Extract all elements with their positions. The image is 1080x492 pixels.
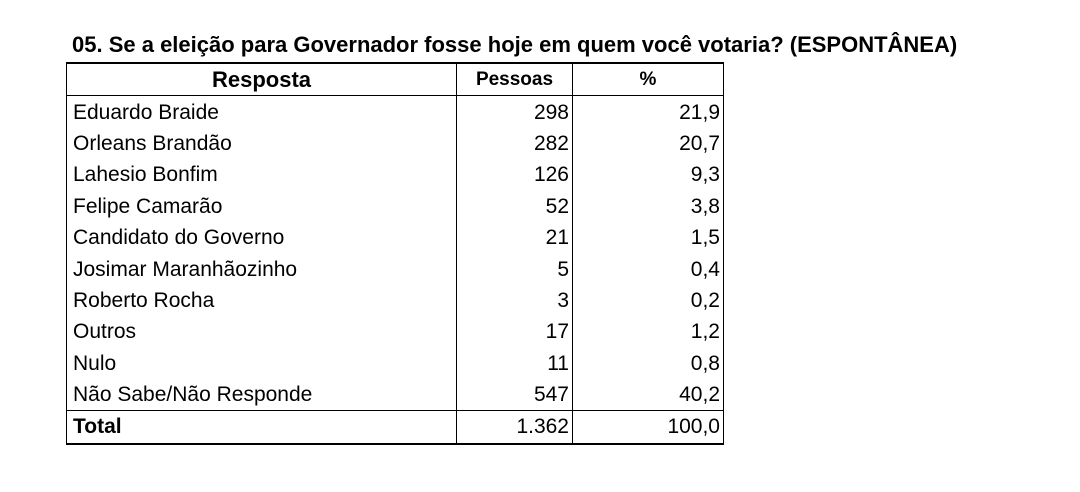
cell-resposta: Felipe Camarão xyxy=(67,191,457,222)
cell-pessoas: 126 xyxy=(457,159,573,190)
cell-resposta: Não Sabe/Não Responde xyxy=(67,379,457,411)
cell-percent: 0,8 xyxy=(573,348,724,379)
table-row xyxy=(67,285,724,316)
cell-resposta: Nulo xyxy=(67,348,457,379)
header-row xyxy=(67,63,724,96)
cell-total-label: Total xyxy=(67,411,457,444)
cell-resposta: Orleans Brandão xyxy=(67,128,457,159)
cell-percent: 9,3 xyxy=(573,159,724,190)
cell-pessoas: 3 xyxy=(457,285,573,316)
column-header-percent: % xyxy=(573,63,724,96)
cell-percent: 21,9 xyxy=(573,96,724,128)
table-row xyxy=(67,316,724,347)
cell-pessoas: 11 xyxy=(457,348,573,379)
table-row xyxy=(67,96,724,128)
cell-pessoas: 282 xyxy=(457,128,573,159)
cell-percent: 1,5 xyxy=(573,222,724,253)
cell-percent: 0,2 xyxy=(573,285,724,316)
table-row xyxy=(67,348,724,379)
table-row xyxy=(67,253,724,284)
cell-resposta: Eduardo Braide xyxy=(67,96,457,128)
table-row xyxy=(67,159,724,190)
cell-total-pessoas: 1.362 xyxy=(457,411,573,444)
cell-percent: 40,2 xyxy=(573,379,724,411)
cell-resposta: Outros xyxy=(67,316,457,347)
cell-pessoas: 17 xyxy=(457,316,573,347)
table-row xyxy=(67,128,724,159)
cell-pessoas: 547 xyxy=(457,379,573,411)
cell-pessoas: 5 xyxy=(457,253,573,284)
table-row xyxy=(67,379,724,411)
cell-pessoas: 52 xyxy=(457,191,573,222)
results-table xyxy=(66,62,724,445)
cell-total-percent: 100,0 xyxy=(573,411,724,444)
total-row xyxy=(67,411,724,444)
cell-resposta: Roberto Rocha xyxy=(67,285,457,316)
cell-percent: 20,7 xyxy=(573,128,724,159)
column-header-pessoas: Pessoas xyxy=(457,63,573,96)
cell-resposta: Candidato do Governo xyxy=(67,222,457,253)
cell-resposta: Lahesio Bonfim xyxy=(67,159,457,190)
cell-pessoas: 21 xyxy=(457,222,573,253)
column-header-resposta: Resposta xyxy=(67,63,457,96)
table-title: 05. Se a eleição para Governador fosse hoje em quem você votaria? (ESPONTÂNEA) xyxy=(72,32,958,57)
table-row xyxy=(67,191,724,222)
cell-resposta: Josimar Maranhãozinho xyxy=(67,253,457,284)
cell-percent: 0,4 xyxy=(573,253,724,284)
cell-percent: 3,8 xyxy=(573,191,724,222)
cell-percent: 1,2 xyxy=(573,316,724,347)
table-row xyxy=(67,222,724,253)
cell-pessoas: 298 xyxy=(457,96,573,128)
